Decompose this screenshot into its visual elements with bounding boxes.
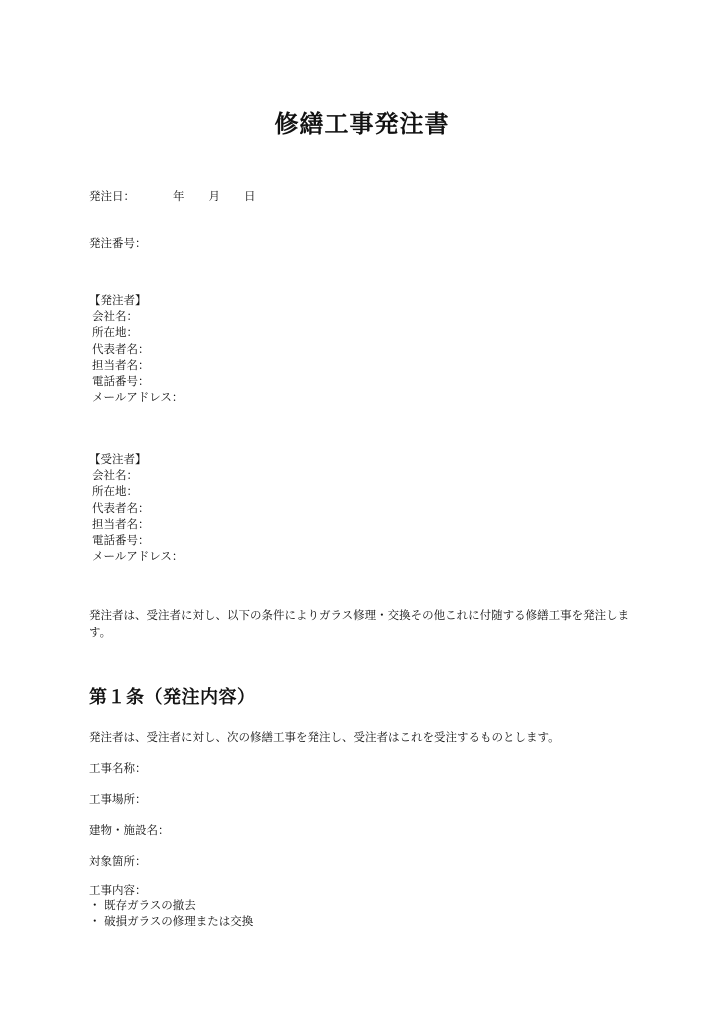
document-title: 修繕工事発注書 — [274, 110, 450, 138]
work-content-list — [89, 897, 253, 929]
list-item: ・ 既存ガラスの撤去 — [89, 898, 196, 912]
contractor-email-field: メールアドレス： — [92, 549, 184, 564]
order-number-label: 発注番号： — [89, 236, 147, 250]
order-date-year: 年 — [173, 189, 185, 203]
target-area-field: 対象箇所： — [89, 854, 147, 868]
order-date-label: 発注日： — [89, 189, 135, 203]
contractor-heading: 【受注者】 — [89, 452, 147, 466]
article1-heading: 第１条（発注内容） — [89, 687, 256, 708]
work-name-field: 工事名称： — [89, 761, 147, 775]
orderer-contact-person-field: 担当者名： — [92, 357, 150, 372]
orderer-company-field: 会社名： — [92, 309, 138, 324]
work-site-field: 工事場所： — [89, 792, 147, 806]
work-content-field: 工事内容： — [89, 883, 147, 897]
order-date-month: 月 — [208, 189, 220, 203]
contractor-section — [89, 451, 183, 564]
orderer-email-field: メールアドレス： — [92, 390, 184, 405]
article1-body: 発注者は、受注者に対し、次の修繕工事を発注し、受注者はこれを受注するものとします。 — [89, 730, 560, 744]
intro-paragraph: 発注者は、受注者に対し、以下の条件によりガラス修理・交換その他これに付随する修繕工事を発注します。 — [89, 608, 630, 639]
orderer-representative-field: 代表者名： — [92, 341, 150, 356]
order-date-line — [89, 188, 256, 204]
orderer-section — [89, 292, 183, 405]
contractor-company-field: 会社名： — [92, 468, 138, 483]
orderer-address-field: 所在地： — [92, 325, 138, 340]
list-item: ・ 破損ガラスの修理または交換 — [89, 914, 254, 928]
contractor-address-field: 所在地： — [92, 484, 138, 499]
order-date-day: 日 — [244, 189, 256, 203]
contractor-phone-field: 電話番号： — [92, 533, 150, 548]
orderer-phone-field: 電話番号： — [92, 374, 150, 389]
building-name-field: 建物・施設名： — [89, 823, 170, 837]
contractor-contact-person-field: 担当者名： — [92, 516, 150, 531]
orderer-heading: 【発注者】 — [89, 293, 147, 307]
contractor-representative-field: 代表者名： — [92, 500, 150, 515]
